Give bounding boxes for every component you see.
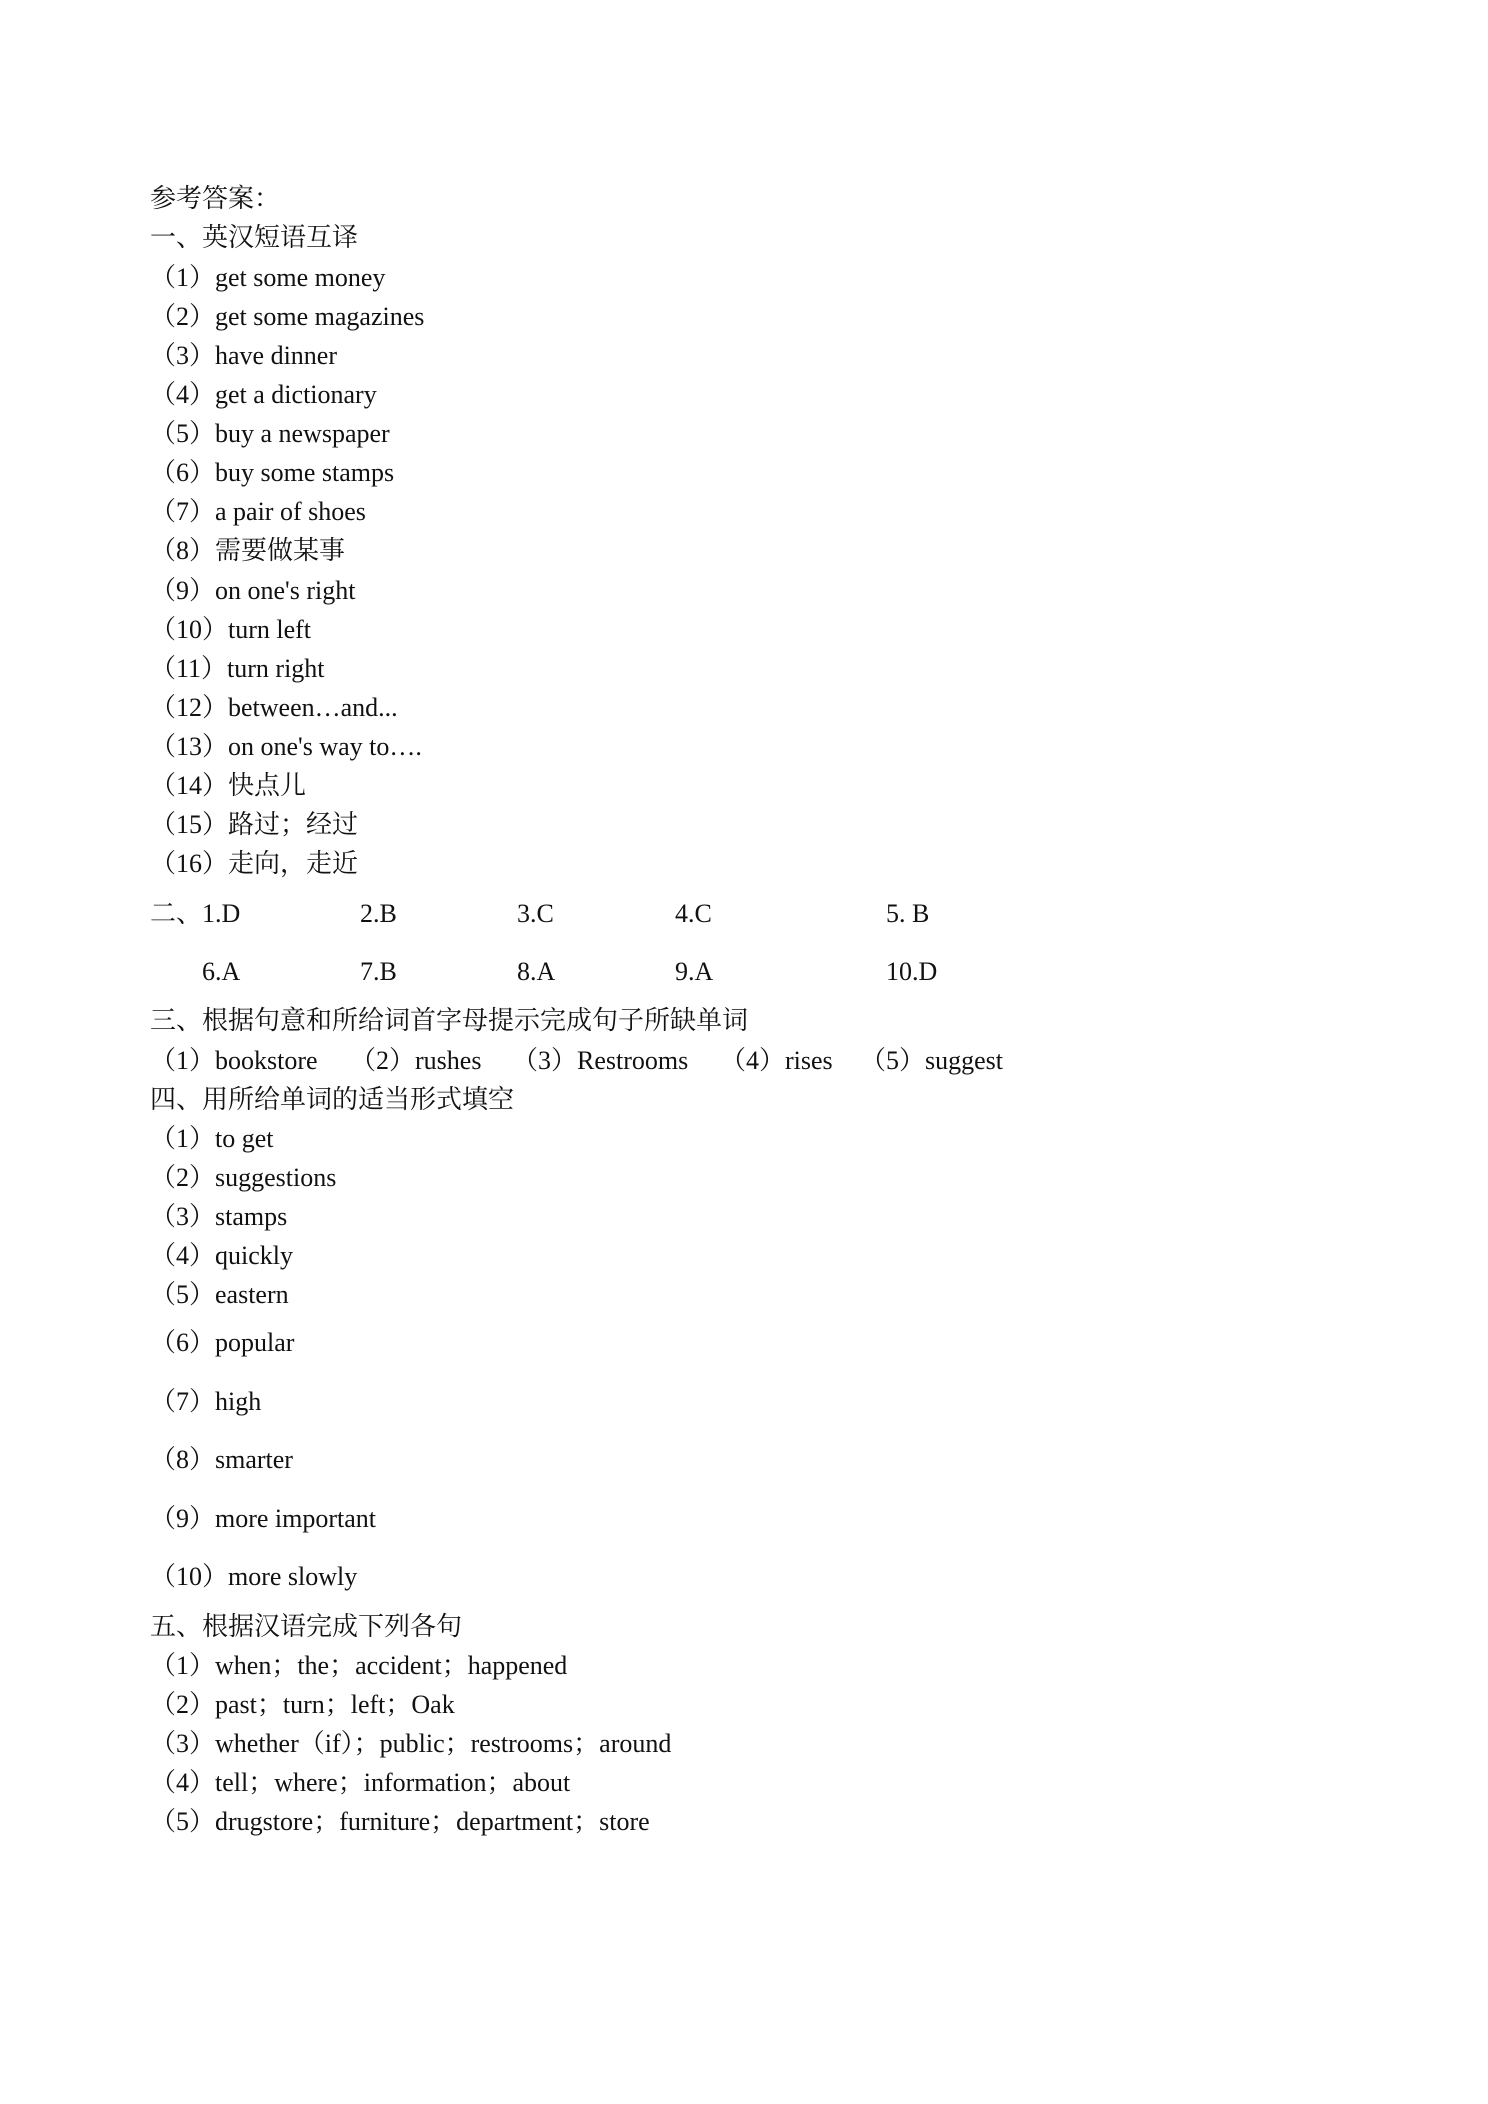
- mc-answer: 1.D: [202, 899, 241, 928]
- section5-item: （3）whether（if）；public；restrooms；around: [150, 1729, 672, 1758]
- section1-item: （10）turn left: [150, 615, 312, 644]
- section4-title: 四、用所给单词的适当形式填空: [150, 1085, 515, 1114]
- section5-item: （2）past；turn；left；Oak: [150, 1690, 455, 1719]
- section4-item: （8）smarter: [150, 1445, 293, 1474]
- section4-item: （3）stamps: [150, 1202, 288, 1231]
- section1-item: （13）on one's way to….: [150, 732, 422, 761]
- section5-item: （5）drugstore；furniture；department；store: [150, 1807, 650, 1836]
- mc-answer: 7.B: [360, 957, 397, 986]
- section1-item: （7）a pair of shoes: [150, 497, 366, 526]
- section1-item: （6）buy some stamps: [150, 458, 395, 487]
- section4-item: （6）popular: [150, 1328, 295, 1357]
- mc-answer: 2.B: [360, 899, 397, 928]
- section4-item: （10）more slowly: [150, 1562, 358, 1591]
- section4-item: （2）suggestions: [150, 1163, 337, 1192]
- section1-item: （11）turn right: [150, 654, 325, 683]
- section1-item: （9）on one's right: [150, 576, 356, 605]
- section4-item: （4）quickly: [150, 1241, 293, 1270]
- section4-item: （9）more important: [150, 1504, 377, 1533]
- section1-item: （2）get some magazines: [150, 302, 425, 331]
- section3-answer: （5）suggest: [860, 1046, 1004, 1075]
- section1-item: （5）buy a newspaper: [150, 419, 390, 448]
- section1-title: 一、英汉短语互译: [150, 223, 359, 252]
- section3-answer: （1）bookstore: [150, 1046, 318, 1075]
- section5-item: （1）when；the；accident；happened: [150, 1651, 568, 1680]
- mc-answer: 9.A: [675, 957, 714, 986]
- mc-answer: 8.A: [517, 957, 556, 986]
- section1-item: （14）快点儿: [150, 771, 307, 800]
- section3-answer: （4）rises: [720, 1046, 833, 1075]
- mc-answer: 4.C: [675, 899, 712, 928]
- section1-item: （4）get a dictionary: [150, 380, 377, 409]
- section1-item: （8）需要做某事: [150, 536, 346, 565]
- section1-item: （3）have dinner: [150, 341, 338, 370]
- page-heading: 参考答案：: [150, 184, 281, 213]
- section3-title: 三、根据句意和所给词首字母提示完成句子所缺单词: [150, 1006, 749, 1035]
- section2-prefix: 二、: [150, 899, 203, 928]
- section1-item: （16）走向，走近: [150, 849, 359, 878]
- mc-answer: 3.C: [517, 899, 554, 928]
- section1-item: （12）between…and...: [150, 693, 398, 722]
- mc-answer: 6.A: [202, 957, 241, 986]
- section1-item: （15）路过；经过: [150, 810, 359, 839]
- section5-item: （4）tell；where；information；about: [150, 1768, 571, 1797]
- section4-item: （5）eastern: [150, 1280, 289, 1309]
- section5-title: 五、根据汉语完成下列各句: [150, 1612, 463, 1641]
- section1-item: （1）get some money: [150, 263, 386, 292]
- section4-item: （1）to get: [150, 1124, 274, 1153]
- section4-item: （7）high: [150, 1387, 262, 1416]
- mc-answer: 10.D: [886, 957, 938, 986]
- section3-answer: （3）Restrooms: [512, 1046, 689, 1075]
- mc-answer: 5. B: [886, 899, 930, 928]
- section3-answer: （2）rushes: [350, 1046, 482, 1075]
